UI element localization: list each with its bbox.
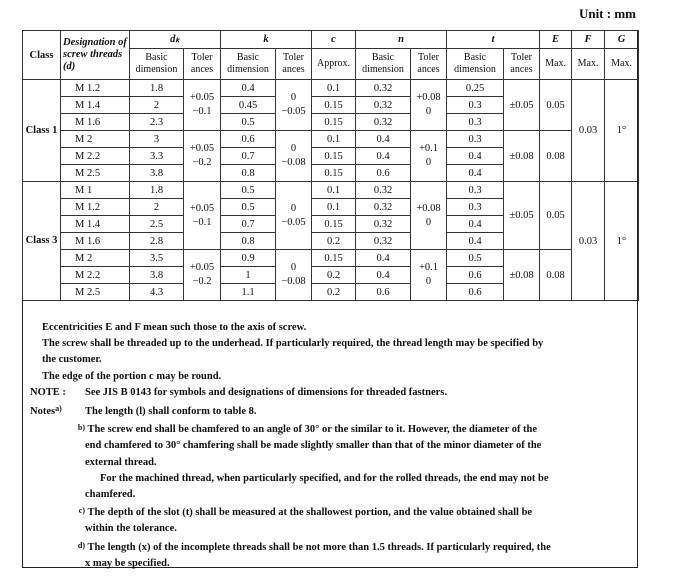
dk-cell: 1.8 (130, 182, 184, 199)
c-cell: 0.15 (312, 250, 356, 267)
c-cell: 0.1 (312, 199, 356, 216)
n-cell: 0.6 (356, 284, 411, 301)
n-cell: 0.4 (356, 250, 411, 267)
k-cell: 0.5 (221, 182, 276, 199)
dk-cell: 2.3 (130, 114, 184, 131)
t-tolerance: ±0.08 (504, 131, 540, 182)
table-row (23, 80, 639, 97)
n-cell: 0.6 (356, 165, 411, 182)
t-cell: 0.6 (447, 284, 504, 301)
header-f: F (572, 31, 605, 49)
k-tolerance: 0 −0.05 (276, 80, 312, 131)
c-cell: 0.15 (312, 216, 356, 233)
n-cell: 0.4 (356, 267, 411, 284)
e-max: 0.08 (540, 250, 572, 301)
note-b-cont: For the machined thread, when particularly specified, and for the rolled threads, the end may not be (100, 472, 549, 484)
c-cell: 0.15 (312, 148, 356, 165)
header-class: Class (23, 31, 61, 80)
k-tolerance: 0 −0.08 (276, 131, 312, 182)
n-cell: 0.32 (356, 199, 411, 216)
designation-cell: M 2 (61, 250, 130, 267)
k-tolerance: 0 −0.05 (276, 182, 312, 250)
g-max: 1° (605, 80, 639, 182)
designation-cell: M 2 (61, 131, 130, 148)
header-k-tol: Toler ances (276, 49, 312, 80)
k-cell: 0.9 (221, 250, 276, 267)
header-t-basic: Basic dimension (447, 49, 504, 80)
header-e: E (540, 31, 572, 49)
f-max: 0.03 (572, 182, 605, 301)
t-cell: 0.6 (447, 267, 504, 284)
k-cell: 0.7 (221, 148, 276, 165)
table-row (23, 250, 639, 267)
t-cell: 0.5 (447, 250, 504, 267)
header-c: c (312, 31, 356, 49)
k-tolerance: 0 −0.08 (276, 250, 312, 301)
header-k-basic: Basic dimension (221, 49, 276, 80)
g-max: 1° (605, 182, 639, 301)
note-b-cont: external thread. (85, 456, 157, 468)
t-tolerance: ±0.05 (504, 80, 540, 131)
dk-tolerance: +0.05 −0.1 (184, 80, 221, 131)
note-c-cont: within the tolerance. (85, 523, 177, 535)
header-dk-basic: Basic dimension (130, 49, 184, 80)
c-cell: 0.1 (312, 131, 356, 148)
table-row (23, 182, 639, 199)
note-a: Notes$^{a)}$ The length (l) shall conform to table 8. (30, 404, 257, 418)
dk-cell: 2 (130, 97, 184, 114)
t-cell: 0.25 (447, 80, 504, 97)
n-cell: 0.32 (356, 216, 411, 233)
t-cell: 0.4 (447, 216, 504, 233)
notes-section (28, 320, 632, 572)
note-d-cont: x may be specified. (85, 557, 170, 569)
designation-cell: M 1.6 (61, 233, 130, 250)
header-n: n (356, 31, 447, 49)
class-label: Class 3 (23, 182, 61, 301)
dk-cell: 3.8 (130, 165, 184, 182)
c-cell: 0.2 (312, 284, 356, 301)
note-thread-length-cont: the customer. (42, 354, 102, 366)
dk-cell: 3.8 (130, 267, 184, 284)
header-t: t (447, 31, 540, 49)
n-tolerance: +0.08 0 (411, 80, 447, 131)
note-b: b) The screw end shall be chamfered to an angle of 30° or the similar to it. However, the diameter of the (77, 423, 538, 436)
designation-cell: M 1.2 (61, 199, 130, 216)
n-cell: 0.32 (356, 233, 411, 250)
k-cell: 0.8 (221, 233, 276, 250)
t-tolerance: ±0.08 (504, 250, 540, 301)
header-designation: Designation of screw threads (d) (61, 31, 130, 80)
e-max: 0.05 (540, 182, 572, 250)
k-cell: 1 (221, 267, 276, 284)
designation-cell: M 2.5 (61, 165, 130, 182)
header-t-tol: Toler ances (504, 49, 540, 80)
designation-cell: M 1.4 (61, 97, 130, 114)
dk-cell: 2 (130, 199, 184, 216)
c-cell: 0.1 (312, 182, 356, 199)
n-tolerance: +0.08 0 (411, 182, 447, 250)
c-cell: 0.15 (312, 114, 356, 131)
note-eccentricity: Eccentricities E and F mean such those to the axis of screw. (42, 322, 307, 333)
designation-cell: M 1.4 (61, 216, 130, 233)
header-g-max: Max. (605, 49, 639, 80)
k-cell: 0.45 (221, 97, 276, 114)
note-edge: The edge of the portion c may be round. (42, 370, 222, 382)
t-cell: 0.3 (447, 97, 504, 114)
e-max: 0.05 (540, 80, 572, 131)
k-cell: 1.1 (221, 284, 276, 301)
t-cell: 0.3 (447, 131, 504, 148)
n-cell: 0.32 (356, 97, 411, 114)
e-max: 0.08 (540, 131, 572, 182)
t-cell: 0.4 (447, 148, 504, 165)
note-jis: NOTE : See JIS B 0143 for symbols and designations of dimensions for threaded fastners. (30, 386, 447, 398)
designation-cell: M 1.6 (61, 114, 130, 131)
dk-tolerance: +0.05 −0.2 (184, 131, 221, 182)
n-cell: 0.32 (356, 182, 411, 199)
note-c: c) The depth of the slot (t) shall be measured at the shallowest portion, and the value obtained shall be (78, 506, 533, 519)
c-cell: 0.15 (312, 165, 356, 182)
c-cell: 0.2 (312, 267, 356, 284)
n-tolerance: +0.1 0 (411, 250, 447, 301)
header-n-basic: Basic dimension (356, 49, 411, 80)
unit-label: Unit : mm (578, 6, 636, 21)
dk-cell: 2.8 (130, 233, 184, 250)
header-g: G (605, 31, 639, 49)
c-cell: 0.2 (312, 233, 356, 250)
k-cell: 0.4 (221, 80, 276, 97)
dimension-table (22, 30, 639, 301)
n-tolerance: +0.1 0 (411, 131, 447, 182)
f-max: 0.03 (572, 80, 605, 182)
table-row (23, 131, 639, 148)
header-f-max: Max. (572, 49, 605, 80)
header-dk: dₖ (130, 31, 221, 49)
designation-cell: M 1 (61, 182, 130, 199)
t-cell: 0.4 (447, 233, 504, 250)
class-label: Class 1 (23, 80, 61, 182)
dk-tolerance: +0.05 −0.2 (184, 250, 221, 301)
n-cell: 0.32 (356, 80, 411, 97)
k-cell: 0.6 (221, 131, 276, 148)
k-cell: 0.5 (221, 114, 276, 131)
dk-cell: 3 (130, 131, 184, 148)
header-c-approx: Approx. (312, 49, 356, 80)
n-cell: 0.4 (356, 148, 411, 165)
c-cell: 0.15 (312, 97, 356, 114)
dk-cell: 4.3 (130, 284, 184, 301)
t-tolerance: ±0.05 (504, 182, 540, 250)
note-b-cont: chamfered. (85, 489, 136, 501)
dk-cell: 2.5 (130, 216, 184, 233)
n-cell: 0.4 (356, 131, 411, 148)
t-cell: 0.3 (447, 114, 504, 131)
dk-cell: 3.3 (130, 148, 184, 165)
k-cell: 0.5 (221, 199, 276, 216)
designation-cell: M 2.2 (61, 148, 130, 165)
dk-tolerance: +0.05 −0.1 (184, 182, 221, 250)
header-k: k (221, 31, 312, 49)
note-thread-length: The screw shall be threaded up to the underhead. If particularly required, the thread length may be specified by (42, 338, 544, 350)
header-row-1 (23, 31, 639, 49)
note-b-cont: end chamfered to 30° chamfering shall be made slightly smaller than that of the minor diameter of the (85, 440, 542, 452)
t-cell: 0.4 (447, 165, 504, 182)
header-n-tol: Toler ances (411, 49, 447, 80)
designation-cell: M 2.5 (61, 284, 130, 301)
t-cell: 0.3 (447, 199, 504, 216)
t-cell: 0.3 (447, 182, 504, 199)
k-cell: 0.7 (221, 216, 276, 233)
note-d: d) The length (x) of the incomplete threads shall be not more than 1.5 threads. If particularly required, the (77, 540, 551, 553)
dk-cell: 1.8 (130, 80, 184, 97)
c-cell: 0.1 (312, 80, 356, 97)
n-cell: 0.32 (356, 114, 411, 131)
dk-cell: 3.5 (130, 250, 184, 267)
k-cell: 0.8 (221, 165, 276, 182)
designation-cell: M 2.2 (61, 267, 130, 284)
header-dk-tol: Toler ances (184, 49, 221, 80)
designation-cell: M 1.2 (61, 80, 130, 97)
header-e-max: Max. (540, 49, 572, 80)
